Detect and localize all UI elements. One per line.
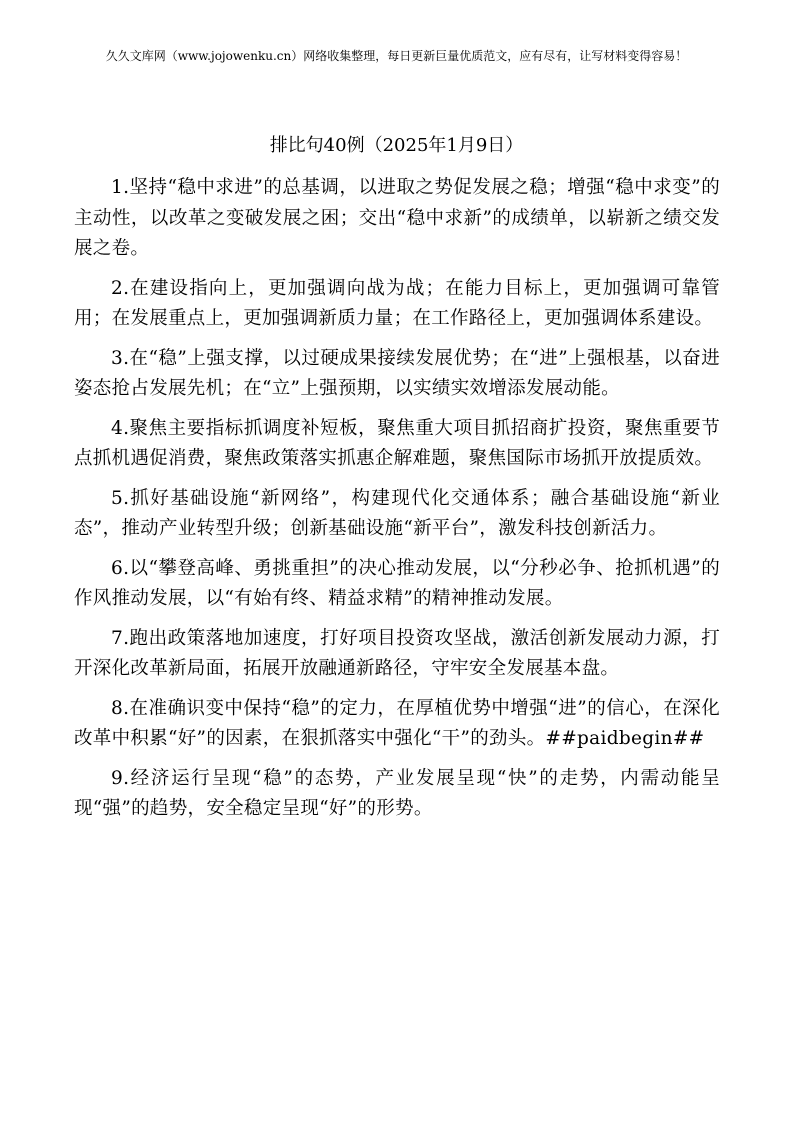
site-header-notice: 久久文库网（www.jojowenku.cn）网络收集整理，每日更新巨量优质范文，应有尽有，让写材料变得容易！ <box>105 49 688 63</box>
paragraph-4: 4.聚焦主要指标抓调度补短板，聚焦重大项目抓招商扩投资，聚焦重要节点抓机遇促消费，聚焦政策落实抓惠企解难题，聚焦国际市场抓开放提质效。 <box>74 417 720 469</box>
paragraph-8: 8.在准确识变中保持“稳”的定力，在厚植优势中增强“进”的信心，在深化改革中积累“好”的因素，在狠抓落实中强化“干”的劲头。##paidbegin## <box>74 697 720 749</box>
document-body <box>74 173 720 834</box>
paragraph-6: 6.以“攀登高峰、勇挑重担”的决心推动发展，以“分秒必争、抢抓机遇”的作风推动发展，以“有始有终、精益求精”的精神推动发展。 <box>74 557 720 609</box>
document-title: 排比句40例（2025年1月9日） <box>269 135 524 156</box>
paragraph-7: 7.跑出政策落地加速度，打好项目投资攻坚战，激活创新发展动力源，打开深化改革新局面，拓展开放融通新路径，守牢安全发展基本盘。 <box>74 627 720 679</box>
paragraph-2: 2.在建设指向上，更加强调向战为战；在能力目标上，更加强调可靠管用；在发展重点上，更加强调新质力量；在工作路径上，更加强调体系建设。 <box>74 277 720 329</box>
paragraph-5: 5.抓好基础设施“新网络”，构建现代化交通体系；融合基础设施“新业态”，推动产业转型升级；创新基础设施“新平台”，激发科技创新活力。 <box>74 487 720 539</box>
paragraph-1: 1.坚持“稳中求进”的总基调，以进取之势促发展之稳；增强“稳中求变”的主动性，以改革之变破发展之困；交出“稳中求新”的成绩单，以崭新之绩交发展之卷。 <box>74 177 720 259</box>
paragraph-3: 3.在“稳”上强支撑，以过硬成果接续发展优势；在“进”上强根基，以奋进姿态抢占发展先机；在“立”上强预期，以实绩实效增添发展动能。 <box>74 347 720 399</box>
paragraph-9: 9.经济运行呈现“稳”的态势，产业发展呈现“快”的走势，内需动能呈现“强”的趋势，安全稳定呈现“好”的形势。 <box>74 767 720 819</box>
